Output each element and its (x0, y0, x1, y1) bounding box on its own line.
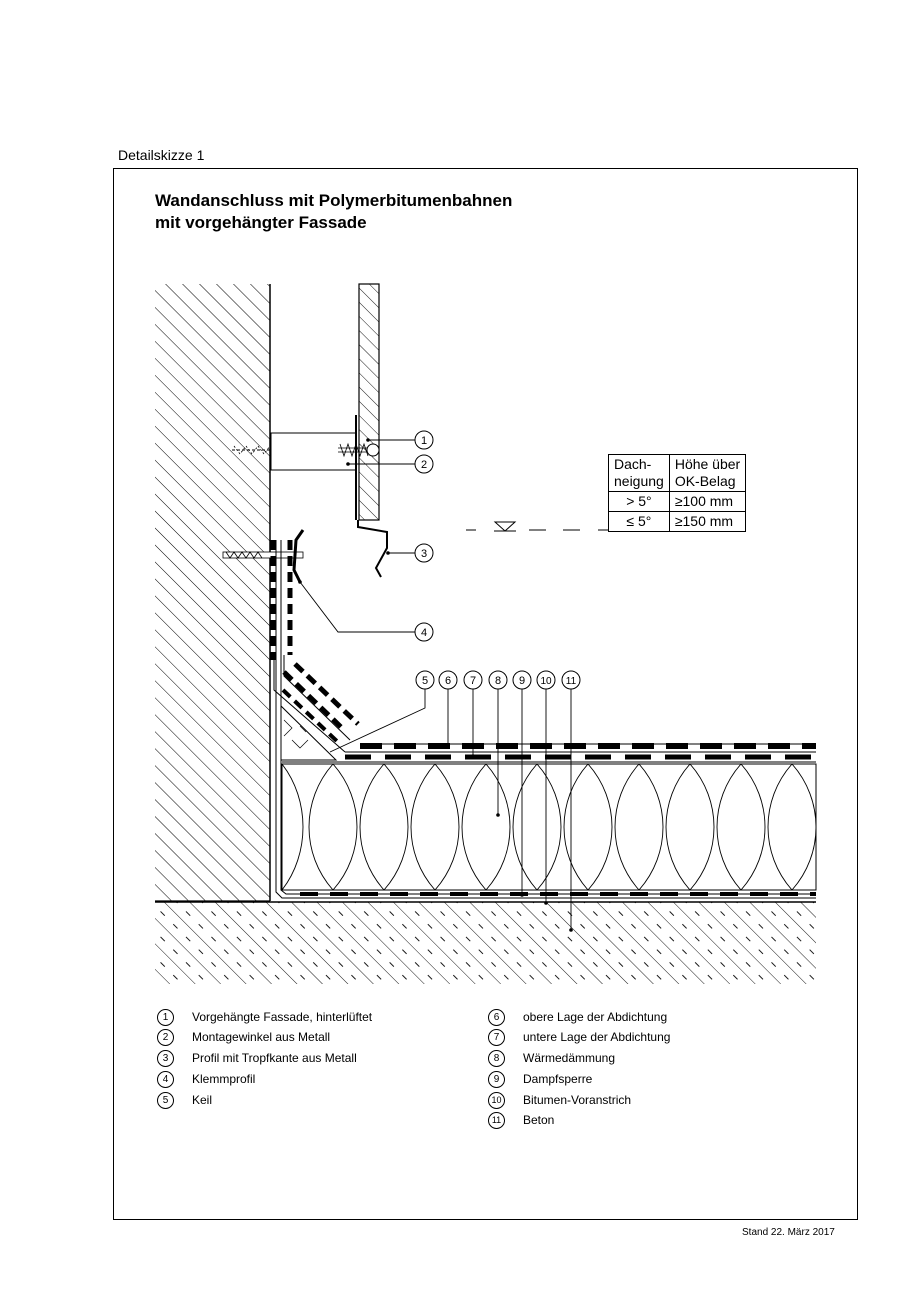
table-cell-height: ≥150 mm (669, 512, 745, 532)
callout-label-3: 3 (420, 548, 428, 560)
callout-label-1: 1 (420, 435, 428, 447)
drip-profile (358, 520, 387, 577)
callout-label-4: 4 (420, 627, 428, 639)
callout-label-5: 5 (421, 675, 429, 687)
masonry-wall (155, 284, 270, 901)
callout-label-6: 6 (444, 675, 452, 687)
roof-membranes (282, 744, 816, 762)
title-line-1: Wandanschluss mit Polymerbitumenbahnen (155, 191, 513, 210)
callout-label-7: 7 (469, 675, 477, 687)
thermal-insulation (258, 764, 816, 890)
table-header-height: Höhe über OK-Belag (669, 455, 745, 492)
callout-label-2: 2 (420, 459, 428, 471)
slope-height-table (608, 454, 746, 532)
concrete-slab (155, 902, 816, 984)
table-cell-slope: ≤ 5° (609, 512, 670, 532)
title-line-2: mit vorgehängter Fassade (155, 213, 367, 232)
table-header-slope: Dach- neigung (609, 455, 670, 492)
table-cell-slope: > 5° (609, 492, 670, 512)
table-row (609, 492, 746, 512)
water-level-symbol (466, 522, 608, 531)
facade-panel (359, 284, 379, 520)
table-row (609, 512, 746, 532)
footer-date: Stand 22. März 2017 (742, 1227, 835, 1238)
callout-label-10: 10 (540, 676, 552, 687)
callout-label-9: 9 (518, 675, 526, 687)
table-cell-height: ≥100 mm (669, 492, 745, 512)
callout-label-8: 8 (494, 675, 502, 687)
page-heading: Detailskizze 1 (118, 147, 205, 163)
callout-circles (415, 431, 580, 689)
callout-label-11: 11 (565, 676, 577, 687)
